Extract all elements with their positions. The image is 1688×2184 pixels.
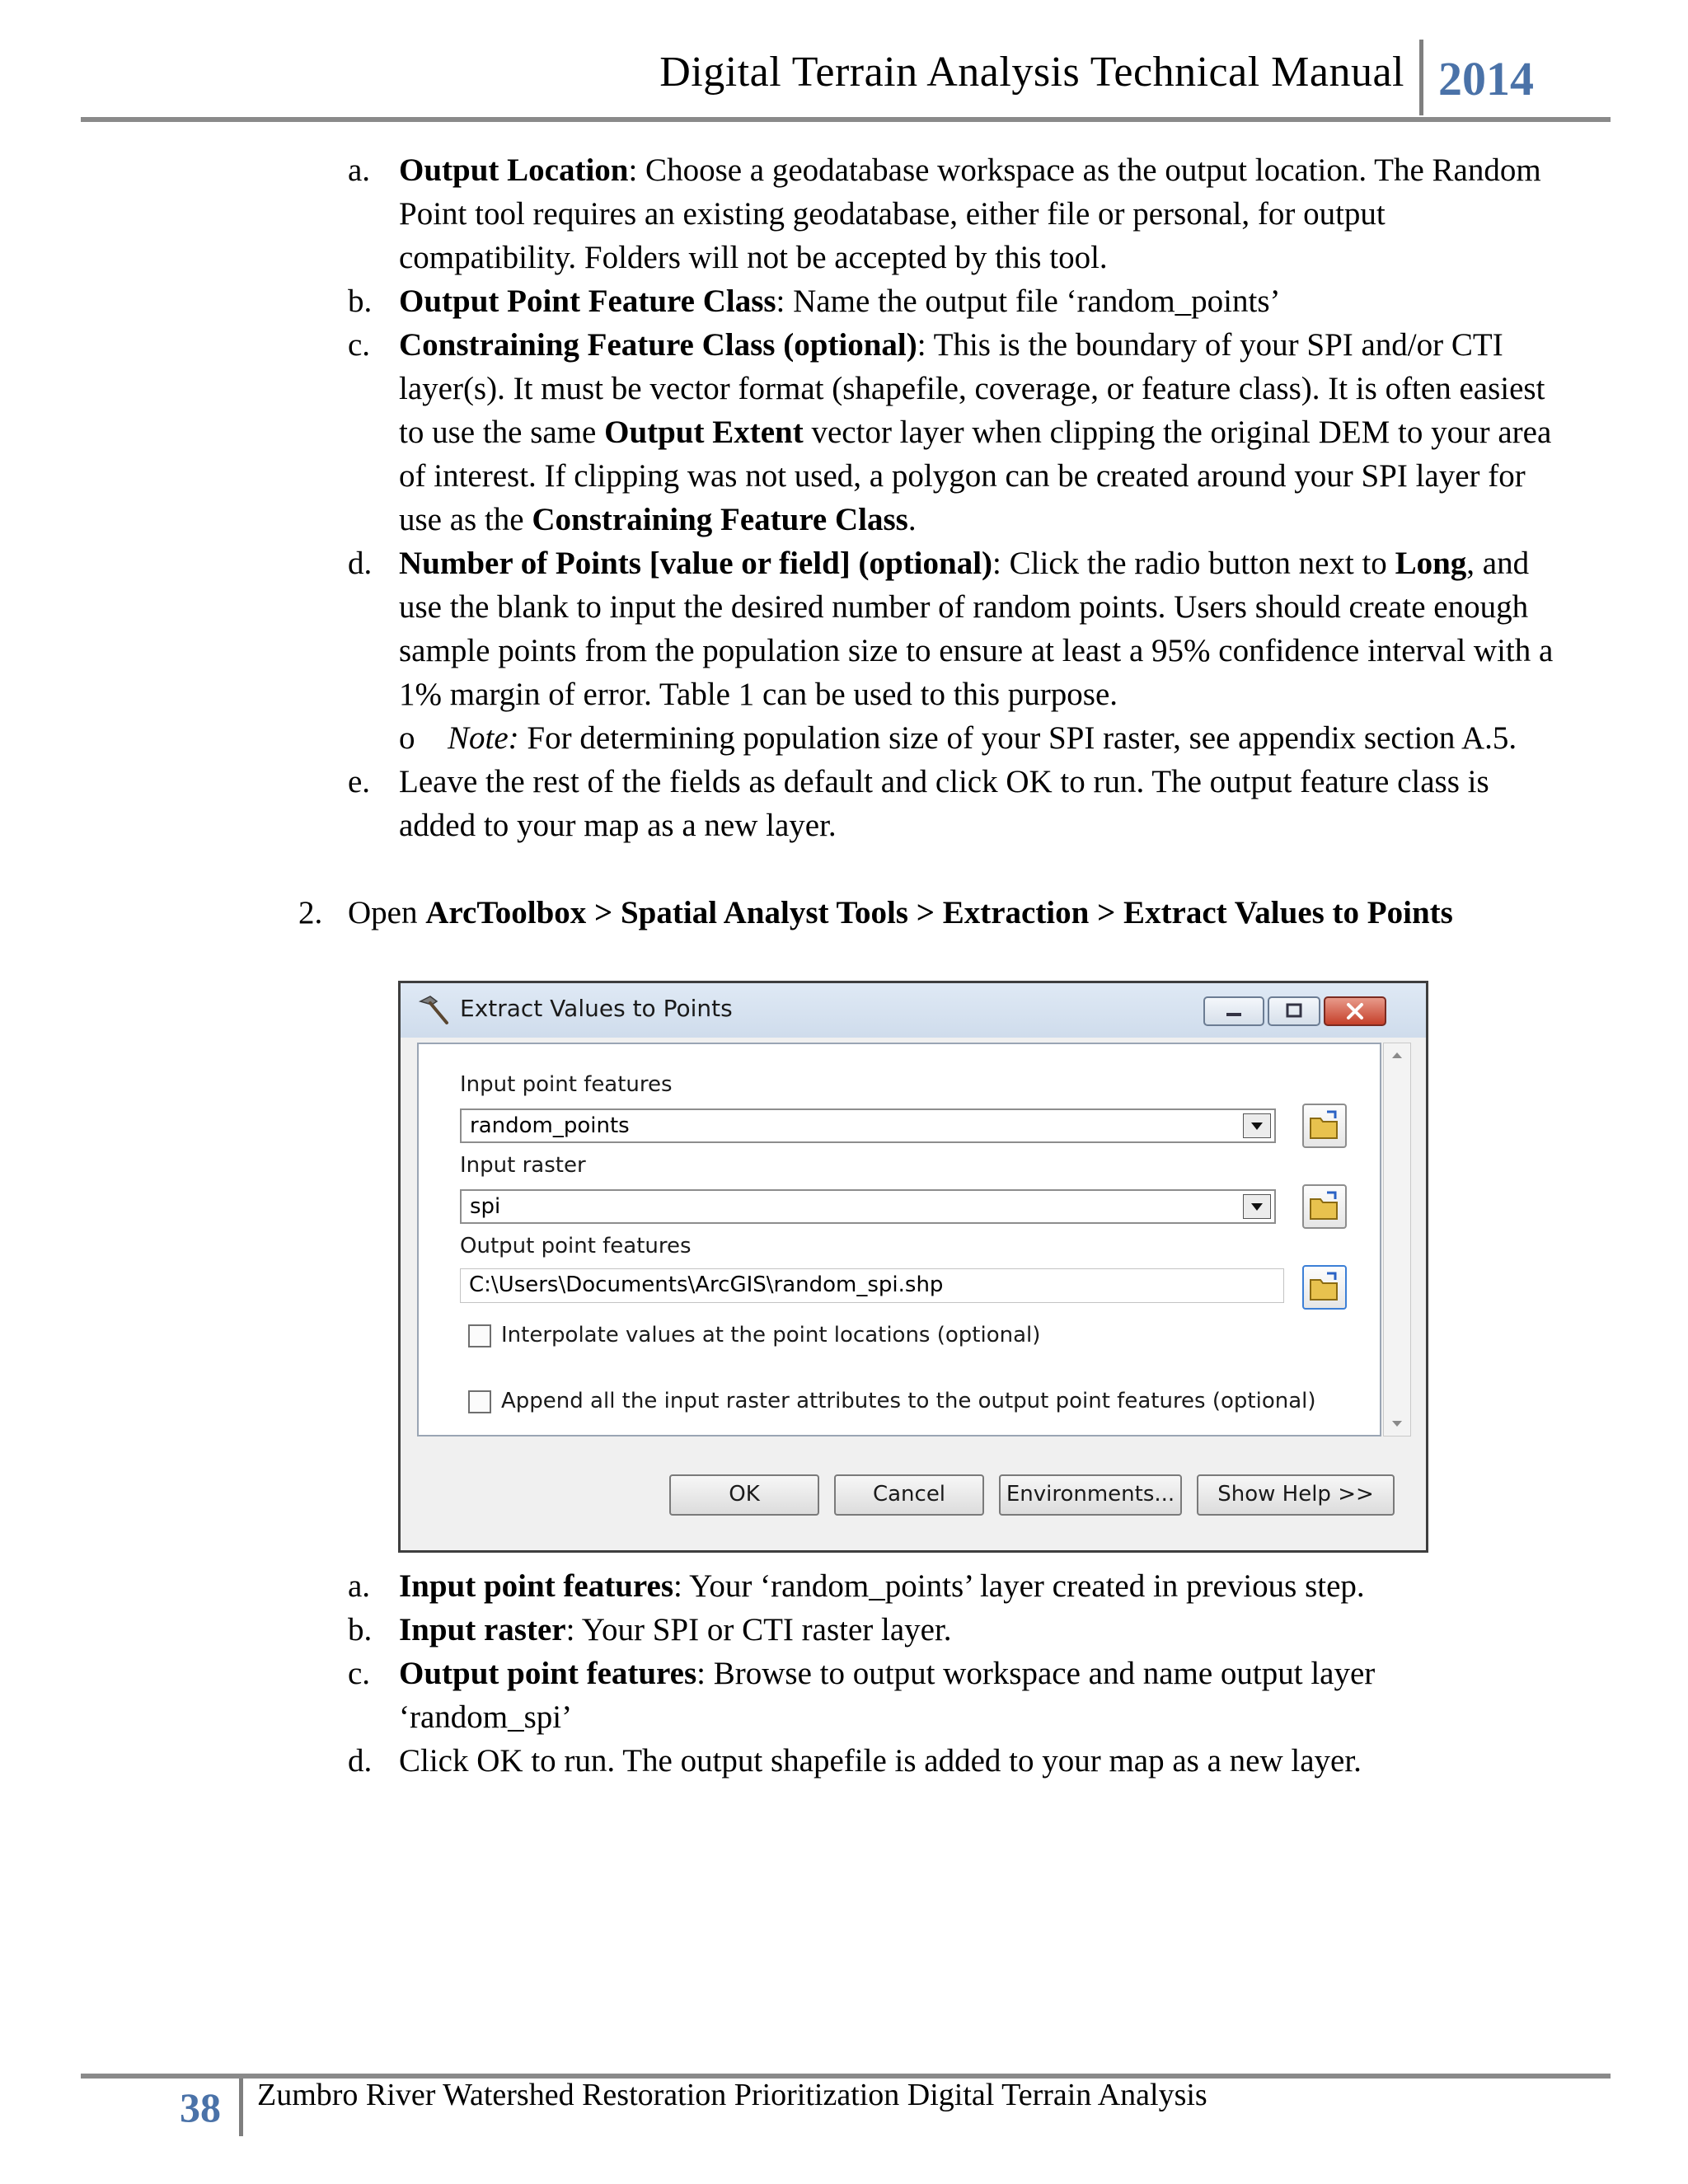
folder-open-icon bbox=[1304, 1267, 1345, 1308]
item-text-line bbox=[399, 410, 1551, 454]
scroll-down-icon bbox=[1384, 1411, 1410, 1436]
item-marker: c. bbox=[348, 1656, 371, 1691]
item-text: : Browse to output workspace and name output layer bbox=[696, 1656, 1376, 1691]
item-text-line: compatibility. Folders will not be accepted by this tool. bbox=[399, 240, 1108, 275]
term: Constraining Feature Class bbox=[532, 502, 908, 537]
header-title: Digital Terrain Analysis Technical Manual bbox=[659, 49, 1404, 96]
item-text: to use the same bbox=[399, 415, 605, 450]
input-points-value: random_points bbox=[470, 1113, 630, 1138]
dialog-titlebar[interactable] bbox=[401, 983, 1426, 1038]
item-text-line: Click OK to run. The output shapefile is added to your map as a new layer. bbox=[399, 1743, 1362, 1779]
footer-text: Zumbro River Watershed Restoration Prioritization Digital Terrain Analysis bbox=[257, 2078, 1207, 2112]
show-help-button[interactable]: Show Help >> bbox=[1197, 1474, 1395, 1516]
browse-input-raster-button[interactable] bbox=[1302, 1184, 1347, 1229]
page-number: 38 bbox=[180, 2084, 221, 2130]
item-text: : This is the boundary of your SPI and/or CTI bbox=[917, 327, 1503, 363]
scroll-up-icon bbox=[1384, 1043, 1410, 1068]
note bbox=[448, 716, 1517, 760]
chevron-down-icon bbox=[1244, 1195, 1270, 1218]
item-text: , and bbox=[1466, 546, 1530, 581]
term: Output Location bbox=[399, 152, 629, 188]
item-marker: c. bbox=[348, 327, 371, 363]
term: Number of Points [value or field] (optional) bbox=[399, 546, 993, 581]
list-item-input-point-features bbox=[399, 1564, 1365, 1608]
append-checkbox[interactable] bbox=[468, 1390, 491, 1413]
term: Long bbox=[1395, 546, 1467, 581]
list-item-constraining-feature-class bbox=[399, 323, 1503, 367]
item-marker: b. bbox=[348, 284, 373, 319]
term: Input point features bbox=[399, 1568, 674, 1604]
item-marker: a. bbox=[348, 1568, 371, 1604]
interpolate-checkbox[interactable] bbox=[468, 1324, 491, 1347]
close-icon bbox=[1325, 998, 1385, 1024]
header-year: 2014 bbox=[1438, 52, 1534, 105]
list-item-number-of-points bbox=[399, 541, 1529, 585]
term: Output Point Feature Class bbox=[399, 284, 776, 319]
term: Input raster bbox=[399, 1612, 566, 1647]
item-text-line: Leave the rest of the fields as default and click OK to run. The output feature class is bbox=[399, 764, 1489, 799]
item-text: . bbox=[907, 502, 917, 537]
item-text: : Choose a geodatabase workspace as the output location. The Random bbox=[628, 152, 1541, 188]
item-text-line: use the blank to input the desired number of random points. Users should create enough bbox=[399, 589, 1529, 625]
maximize-button[interactable] bbox=[1268, 996, 1320, 1026]
scrollbar[interactable] bbox=[1383, 1043, 1411, 1436]
item-marker: e. bbox=[348, 764, 371, 799]
step2-instruction bbox=[348, 891, 1453, 935]
interpolate-label: Interpolate values at the point locations (optional) bbox=[501, 1323, 1041, 1347]
minimize-icon bbox=[1205, 998, 1263, 1024]
list-item-output-point-features bbox=[399, 1652, 1375, 1695]
menu-path: ArcToolbox > Spatial Analyst Tools > Extraction > Extract Values to Points bbox=[425, 895, 1453, 930]
item-text: : Your ‘random_points’ layer created in previous step. bbox=[673, 1568, 1365, 1604]
item-text-line: 1% margin of error. Table 1 can be used to this purpose. bbox=[399, 677, 1118, 712]
close-button[interactable] bbox=[1324, 996, 1386, 1026]
term: Output Extent bbox=[604, 415, 804, 450]
header-rule bbox=[81, 117, 1611, 122]
step-number: 2. bbox=[298, 895, 323, 930]
input-raster-value: spi bbox=[470, 1194, 501, 1219]
cancel-button[interactable]: Cancel bbox=[834, 1474, 984, 1516]
item-marker: d. bbox=[348, 546, 373, 581]
step-text: Open bbox=[348, 895, 426, 930]
header-divider bbox=[1419, 40, 1423, 115]
item-text-line: Point tool requires an existing geodatabase, either file or personal, for output bbox=[399, 196, 1386, 232]
list-item-output-point-feature-class bbox=[399, 279, 1281, 323]
extract-values-dialog bbox=[398, 981, 1428, 1553]
item-text-line: sample points from the population size to ensure at least a 95% confidence interval with a bbox=[399, 633, 1554, 668]
list-item-output-location bbox=[399, 148, 1541, 192]
chevron-down-icon bbox=[1244, 1114, 1270, 1137]
item-text-line: layer(s). It must be vector format (shapefile, coverage, or feature class). It is often easiest bbox=[399, 371, 1545, 406]
dropdown-button[interactable] bbox=[1243, 1194, 1271, 1219]
term: Output point features bbox=[399, 1656, 697, 1691]
note-label: Note: bbox=[448, 720, 519, 756]
maximize-icon bbox=[1269, 998, 1319, 1024]
item-text-line: added to your map as a new layer. bbox=[399, 808, 837, 843]
minimize-button[interactable] bbox=[1203, 996, 1264, 1026]
output-features-value: C:\Users\Documents\ArcGIS\random_spi.shp bbox=[469, 1272, 944, 1297]
hammer-icon bbox=[415, 993, 452, 1026]
item-marker: d. bbox=[348, 1743, 373, 1779]
item-text-line bbox=[399, 498, 917, 541]
parameters-panel bbox=[417, 1043, 1381, 1436]
item-text-line: ‘random_spi’ bbox=[399, 1699, 573, 1735]
folder-open-icon bbox=[1304, 1186, 1345, 1227]
output-features-label: Output point features bbox=[460, 1234, 692, 1258]
item-text: : Your SPI or CTI raster layer. bbox=[565, 1612, 952, 1647]
item-text: use as the bbox=[399, 502, 532, 537]
browse-output-button[interactable] bbox=[1302, 1265, 1347, 1310]
item-text-line: of interest. If clipping was not used, a polygon can be created around your SPI layer for bbox=[399, 458, 1526, 494]
footer-divider bbox=[239, 2079, 243, 2136]
item-marker: b. bbox=[348, 1612, 373, 1647]
output-features-input[interactable] bbox=[460, 1268, 1284, 1303]
append-label: Append all the input raster attributes to the output point features (optional) bbox=[501, 1389, 1316, 1413]
folder-open-icon bbox=[1304, 1105, 1345, 1146]
note-text: For determining population size of your SPI raster, see appendix section A.5. bbox=[518, 720, 1517, 756]
dialog-title: Extract Values to Points bbox=[460, 995, 733, 1022]
input-points-label: Input point features bbox=[460, 1072, 673, 1097]
dropdown-button[interactable] bbox=[1243, 1113, 1271, 1138]
item-text: : Name the output file ‘random_points’ bbox=[776, 284, 1281, 319]
input-raster-label: Input raster bbox=[460, 1153, 586, 1178]
browse-input-points-button[interactable] bbox=[1302, 1104, 1347, 1148]
environments-button[interactable]: Environments... bbox=[999, 1474, 1182, 1516]
input-points-combo[interactable] bbox=[460, 1108, 1276, 1143]
item-text: vector layer when clipping the original DEM to your area bbox=[803, 415, 1552, 450]
item-marker: a. bbox=[348, 152, 371, 188]
list-item-input-raster bbox=[399, 1608, 952, 1652]
bullet-marker: o bbox=[399, 720, 415, 756]
term: Constraining Feature Class (optional) bbox=[399, 327, 917, 363]
input-raster-combo[interactable] bbox=[460, 1189, 1276, 1224]
item-text: : Click the radio button next to bbox=[992, 546, 1395, 581]
ok-button[interactable]: OK bbox=[669, 1474, 819, 1516]
